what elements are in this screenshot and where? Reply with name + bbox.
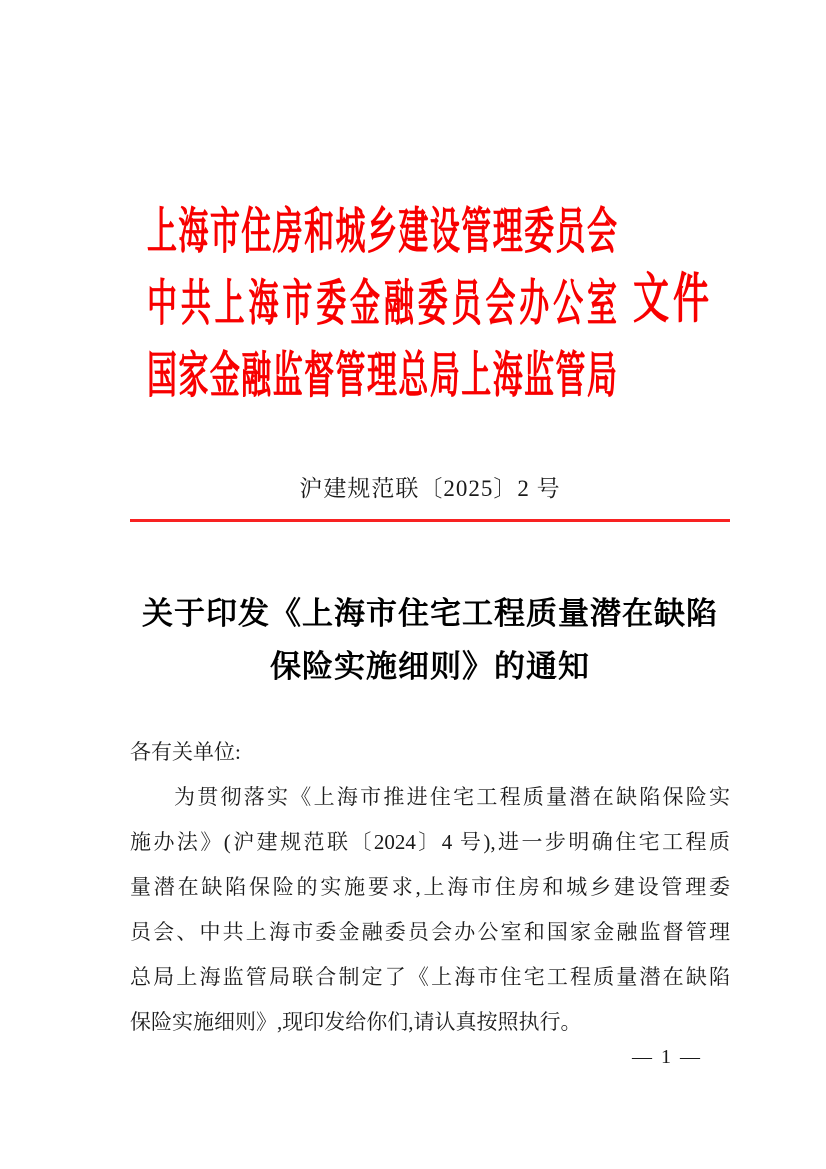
- document-type-label: 文件: [632, 269, 713, 329]
- org-name-line-2: 中共上海市委金融委员会办公室: [146, 276, 617, 332]
- salutation: 各有关单位:: [130, 740, 241, 764]
- document-title-line-2: 保险实施细则》的通知: [270, 649, 590, 684]
- page-number: — 1 —: [632, 1046, 702, 1068]
- document-reference-number: 沪建规范联〔2025〕2 号: [299, 476, 561, 501]
- issuing-org-names: [146, 204, 617, 404]
- document-title-line-1: 关于印发《上海市住宅工程质量潜在缺陷: [142, 596, 718, 631]
- org-name-line-3: 国家金融监督管理总局上海监管局: [146, 348, 617, 404]
- document-content: [130, 0, 730, 1069]
- paragraph-line: 员会、中共上海市委金融委员会办公室和国家金融监督管理: [130, 920, 730, 944]
- red-letterhead: [130, 204, 730, 404]
- document-title: [130, 587, 730, 693]
- paragraph-line: 为贯彻落实《上海市推进住宅工程质量潜在缺陷保险实: [174, 785, 730, 809]
- red-divider-line: [130, 519, 730, 522]
- document-body: [130, 730, 730, 1045]
- paragraph-line: 施办法》(沪建规范联〔2024〕4 号),进一步明确住宅工程质: [130, 830, 730, 854]
- org-name-line-1: 上海市住房和城乡建设管理委员会: [146, 204, 617, 260]
- paragraph-line: 总局上海监管局联合制定了《上海市住宅工程质量潜在缺陷: [130, 965, 730, 989]
- paragraph-line: 保险实施细则》,现印发给你们,请认真按照执行。: [130, 1010, 582, 1034]
- paragraph-line: 量潜在缺陷保险的实施要求,上海市住房和城乡建设管理委: [130, 875, 730, 899]
